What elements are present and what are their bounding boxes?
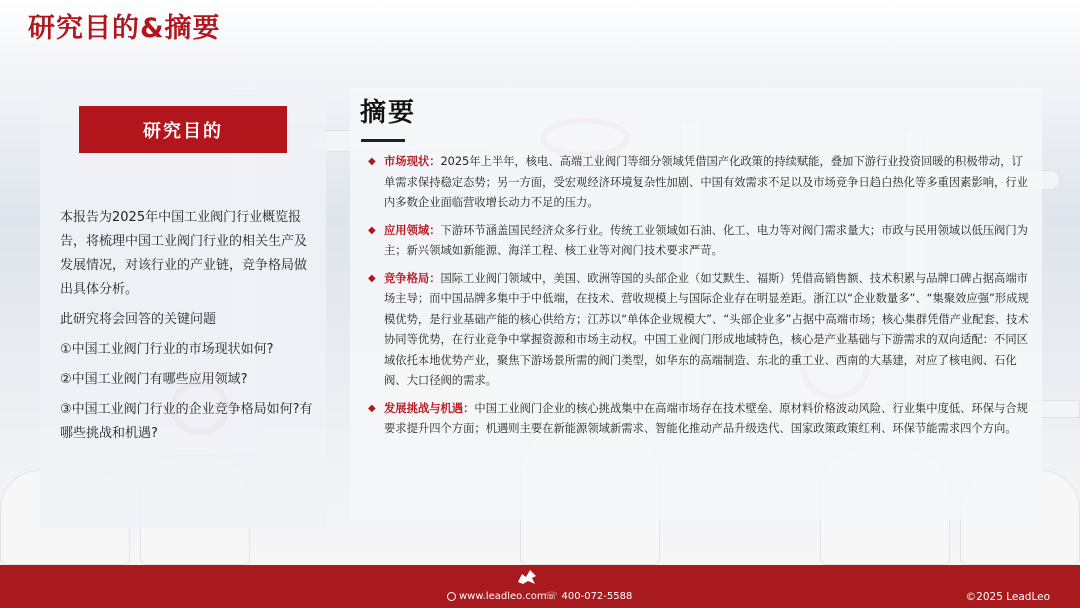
abstract-title: 摘要 xyxy=(360,98,417,128)
abstract-item-text: 国际工业阀门领域中，美国、欧洲等国的头部企业（如艾默生、福斯）凭借高销售额、技术积累与品牌口碑占据高端市场主导；而中国品牌多集中于中低端，在技术、营收规模上与国际企业存在明显差距。浙江以“企业数量多”、“集聚效应强”形成规模优势，是行业基础产能的核心供给方；江苏以“单体企业规模大”、“头部企业多”占据中高端市场；核心集群凭借产业配套、技术协同等优势，在行业竞争中掌握资源和市场主动权。中国工业阀门形成地域特色，核心是产业基础与下游需求的双向适配：不同区域依托本地优势产业，聚焦下游场景所需的阀门类型，如华东的高端制造、东北的重工业、西南的大基建，对应了核电阀、石化阀、大口径阀的需求。 xyxy=(384,271,1029,387)
phone-icon: ☏ xyxy=(545,590,558,602)
abstract-item xyxy=(364,269,1032,392)
abstract-item-key: 发展挑战与机遇： xyxy=(384,401,475,415)
abstract-item-key: 竞争格局： xyxy=(384,271,441,285)
research-intro: 本报告为2025年中国工业阀门行业概览报告，将梳理中国工业阀门行业的相关生产及发展情况，对该行业的产业链，竞争格局做出具体分析。 xyxy=(60,210,308,297)
question-item: ③中国工业阀门行业的企业竞争格局如何?有哪些挑战和机遇? xyxy=(60,402,313,441)
abstract-item-key: 应用领域： xyxy=(384,223,441,237)
page-title: 研究目的&摘要 xyxy=(28,13,221,44)
abstract-item xyxy=(364,221,1032,262)
research-goal-text xyxy=(60,206,318,452)
abstract-item xyxy=(364,152,1032,214)
abstract-item xyxy=(364,399,1032,440)
footer-website[interactable] xyxy=(447,591,547,602)
diamond-bullet-icon: ◆ xyxy=(368,402,376,414)
diamond-bullet-icon: ◆ xyxy=(368,224,376,236)
footer-copyright: ©2025 LeadLeo xyxy=(965,591,1050,603)
abstract-item-text: 中国工业阀门企业的核心挑战集中在高端市场存在技术壁垒、原材料价格波动风险、行业集中度低、环保与合规要求提升四个方面；机遇则主要在新能源领域新需求、智能化推动产品升级迭代、国家政策政策红利、环保节能需求四个方向。 xyxy=(384,401,1028,435)
question-item: ①中国工业阀门行业的市场现状如何? xyxy=(60,342,274,357)
globe-icon xyxy=(447,592,456,601)
abstract-item-key: 市场现状： xyxy=(384,155,441,168)
diamond-bullet-icon: ◆ xyxy=(368,272,376,284)
research-goal-badge: 研究目的 xyxy=(79,106,287,153)
abstract-item-text: 2025年上半年，核电、高端工业阀门等细分领域凭借国产化政策的持续赋能，叠加下游行业投资回暖的积极带动，订单需求保持稳定态势；另一方面，受宏观经济环境复杂性加剧、中国有效需求不足以及市场竞争日趋白热化等多重因素影响，行业内多数企业面临营收增长动力不足的压力。 xyxy=(384,155,1028,209)
footer-phone-text: 400-072-5588 xyxy=(561,591,633,602)
abstract-list xyxy=(364,152,1032,447)
questions-heading: 此研究将会回答的关键问题 xyxy=(60,312,217,327)
abstract-title-underline xyxy=(361,139,405,142)
footer-phone xyxy=(545,591,632,602)
abstract-item-text: 下游环节涵盖国民经济众多行业。传统工业领域如石油、化工、电力等对阀门需求量大；市政与民用领域以低压阀门为主；新兴领域如新能源、海洋工程、核工业等对阀门技术要求严苛。 xyxy=(384,223,1028,257)
footer-website-text: www.leadleo.com xyxy=(459,591,547,602)
leadleo-logo-icon xyxy=(516,568,538,586)
question-item: ②中国工业阀门有哪些应用领域? xyxy=(60,372,248,387)
footer-bar xyxy=(0,565,1080,608)
diamond-bullet-icon: ◆ xyxy=(368,156,376,167)
